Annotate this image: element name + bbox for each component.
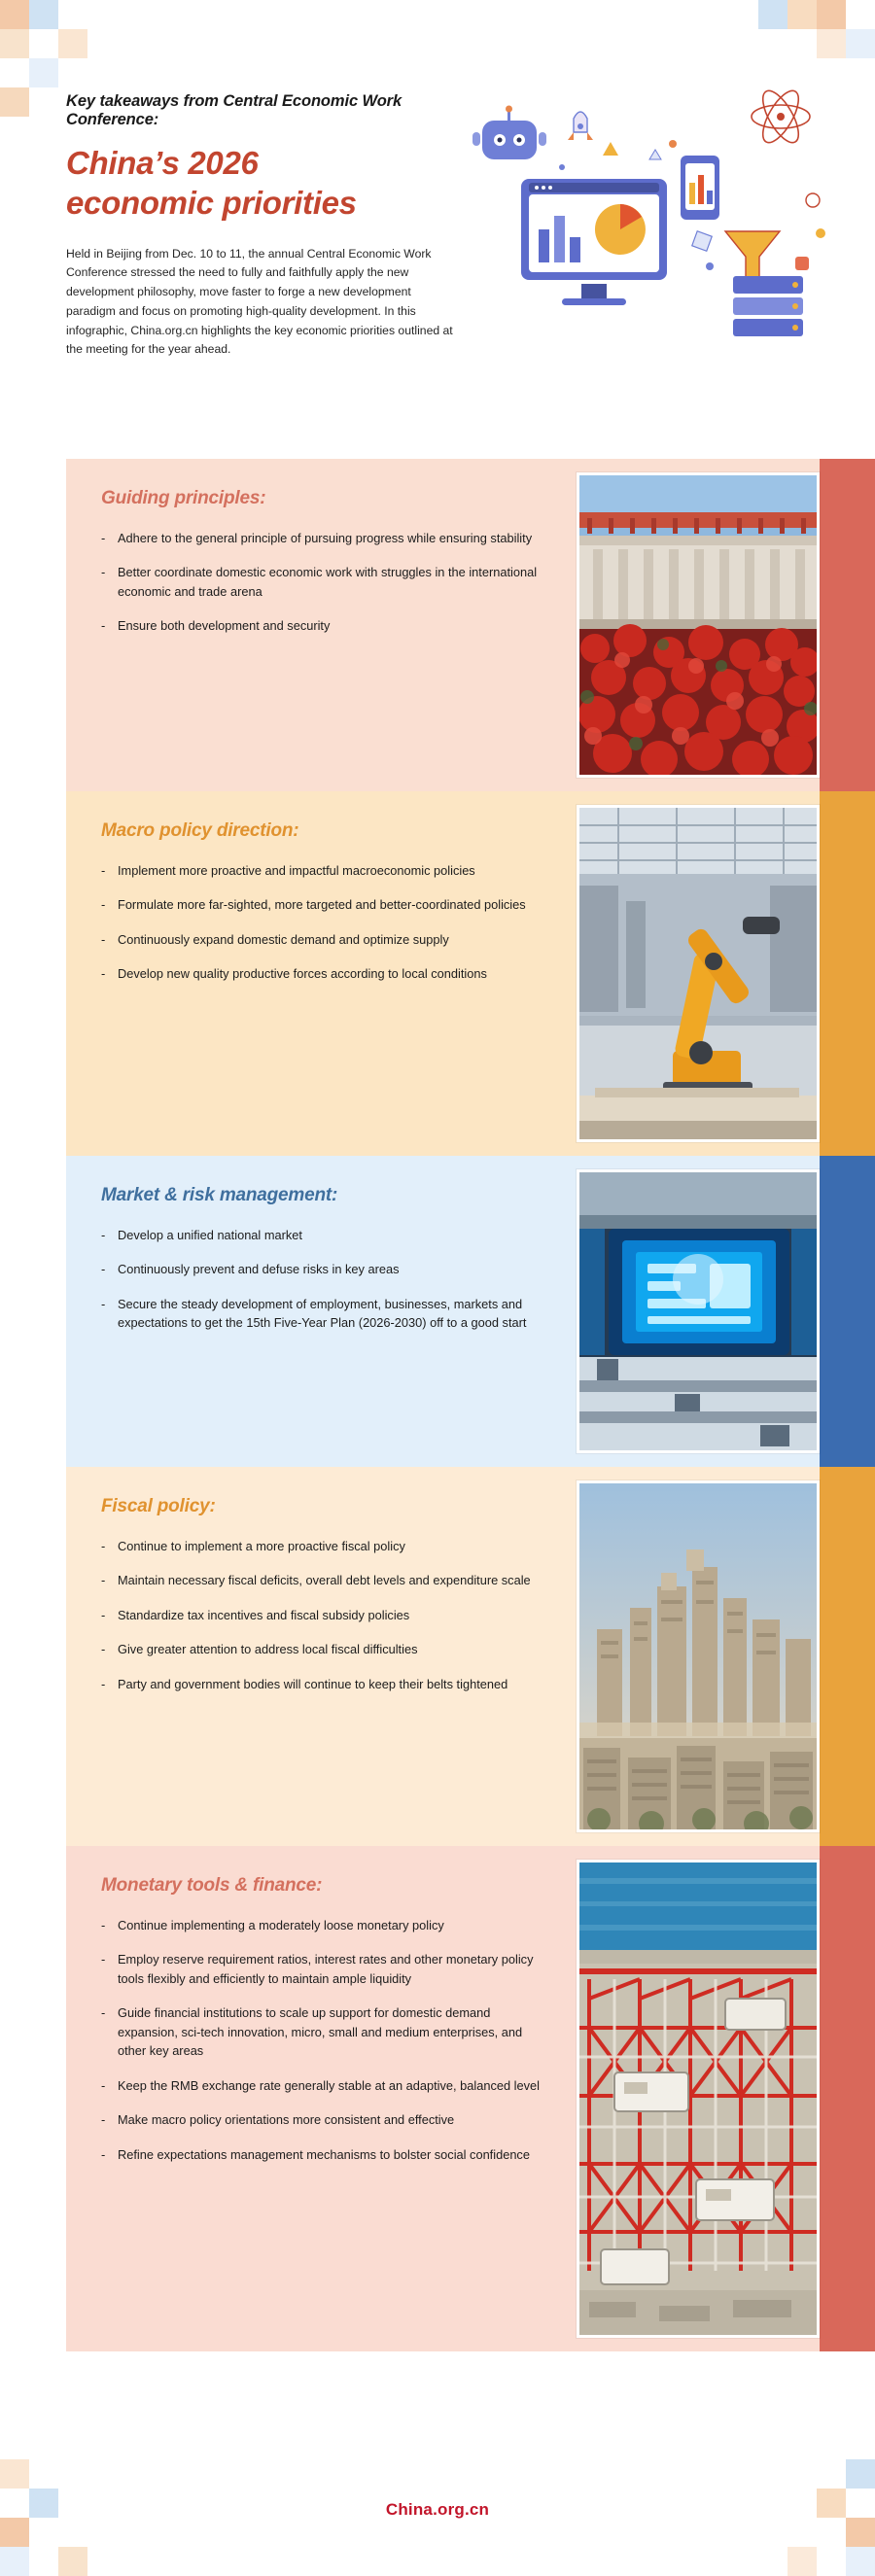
- card-stripe: [820, 459, 875, 791]
- header-text: [66, 92, 484, 360]
- list-item: - Maintain necessary fiscal deficits, overall debt levels and expenditure scale: [101, 1571, 543, 1589]
- card-body: [66, 1467, 577, 1846]
- header-lede: Held in Beijing from Dec. 10 to 11, the annual Central Economic Work Conference stressed the need to fully and faithfully apply the new development philosophy, move faster to forge a new development paradigm and focus on promoting high-quality development. In this infographic, China.org.cn highlights the key economic priorities outlined at the meeting for the year ahead.: [66, 246, 453, 357]
- decor-square: [0, 2518, 29, 2547]
- card-points: [101, 1226, 543, 1333]
- list-item: - Make macro policy orientations more consistent and effective: [101, 2110, 543, 2129]
- list-item: - Continue implementing a moderately loose monetary policy: [101, 1916, 543, 1934]
- list-item: - Guide financial institutions to scale up support for domestic demand expansion, sci-tech innovation, micro, small and medium enterprises, and other key areas: [101, 2003, 543, 2060]
- card-guiding-principles: [66, 459, 875, 791]
- card-points: [101, 529, 543, 636]
- server-stack-icon: [733, 276, 803, 336]
- card-points: [101, 1916, 543, 2164]
- decor-square: [846, 2459, 875, 2489]
- list-item: - Refine expectations management mechanisms to bolster social confidence: [101, 2145, 543, 2164]
- header-illustration: [465, 86, 854, 367]
- card-body: [66, 1156, 577, 1467]
- brand-logo[interactable]: China.org.cn: [385, 2500, 490, 2519]
- decor-square: [817, 2489, 846, 2518]
- list-item: - Formulate more far-sighted, more targeted and better-coordinated policies: [101, 895, 543, 914]
- card-heading: Fiscal policy:: [101, 1496, 216, 1516]
- decor-square: [846, 2547, 875, 2576]
- decor-square: [58, 2547, 88, 2576]
- dashboard-monitor-icon: [521, 179, 667, 305]
- photo-semiconductor-equipment: [577, 1169, 820, 1453]
- decor-square: [29, 2489, 58, 2518]
- list-item: - Employ reserve requirement ratios, interest rates and other monetary policy tools flexibly and efficiently to maintain ample liquidity: [101, 1950, 543, 1988]
- list-item: - Keep the RMB exchange rate generally stable at an adaptive, balanced level: [101, 2076, 543, 2095]
- list-item: - Secure the steady development of employment, businesses, markets and expectations to get the 15th Five-Year Plan (2026-2030) off to a good start: [101, 1295, 543, 1333]
- card-stripe: [820, 1467, 875, 1846]
- header: [0, 0, 875, 418]
- card-points: [101, 1537, 543, 1693]
- priority-cards: [66, 459, 875, 2351]
- mobile-phone-icon: [681, 156, 719, 220]
- photo-industrial-robot-arm: [577, 805, 820, 1142]
- list-item: - Continuously expand domestic demand and optimize supply: [101, 930, 543, 949]
- card-heading: Market & risk management:: [101, 1185, 338, 1205]
- card-stripe: [820, 1846, 875, 2351]
- list-item: - Develop new quality productive forces according to local conditions: [101, 964, 543, 983]
- decor-square: [788, 2547, 817, 2576]
- decor-square: [846, 2518, 875, 2547]
- robot-icon: [472, 106, 546, 160]
- photo-great-hall-flowers: [577, 472, 820, 778]
- card-heading: Guiding principles:: [101, 488, 266, 508]
- header-kicker: Key takeaways from Central Economic Work Conference:: [66, 92, 402, 128]
- list-item: - Ensure both development and security: [101, 616, 543, 635]
- card-stripe: [820, 1156, 875, 1467]
- list-item: - Give greater attention to address local fiscal difficulties: [101, 1640, 543, 1658]
- decor-square: [0, 2459, 29, 2489]
- card-body: [66, 1846, 577, 2351]
- list-item: - Continuously prevent and defuse risks in key areas: [101, 1260, 543, 1278]
- list-item: - Standardize tax incentives and fiscal subsidy policies: [101, 1606, 543, 1624]
- card-fiscal-policy: [66, 1467, 875, 1846]
- card-points: [101, 861, 543, 984]
- photo-port-gantry-cranes: [577, 1860, 820, 2338]
- atom-icon: [752, 86, 810, 148]
- rocket-icon: [568, 112, 593, 140]
- list-item: - Develop a unified national market: [101, 1226, 543, 1244]
- card-stripe: [820, 791, 875, 1156]
- page-title: [66, 143, 484, 224]
- card-body: [66, 791, 577, 1156]
- list-item: - Implement more proactive and impactful macroeconomic policies: [101, 861, 543, 880]
- card-heading: Macro policy direction:: [101, 820, 299, 841]
- photo-beijing-cbd-skyline: [577, 1480, 820, 1832]
- page-title-line2: economic priorities: [66, 185, 357, 222]
- card-heading: Monetary tools & finance:: [101, 1875, 323, 1896]
- card-macro-policy: [66, 791, 875, 1156]
- card-monetary-tools: [66, 1846, 875, 2351]
- footer: [0, 2382, 875, 2576]
- decor-square: [0, 2547, 29, 2576]
- card-market-risk: [66, 1156, 875, 1467]
- list-item: - Continue to implement a more proactive fiscal policy: [101, 1537, 543, 1555]
- list-item: - Adhere to the general principle of pursuing progress while ensuring stability: [101, 529, 543, 547]
- page-title-line1: China’s 2026: [66, 145, 259, 181]
- card-body: [66, 459, 577, 791]
- list-item: - Better coordinate domestic economic work with struggles in the international economic and trade arena: [101, 563, 543, 601]
- list-item: - Party and government bodies will continue to keep their belts tightened: [101, 1675, 543, 1693]
